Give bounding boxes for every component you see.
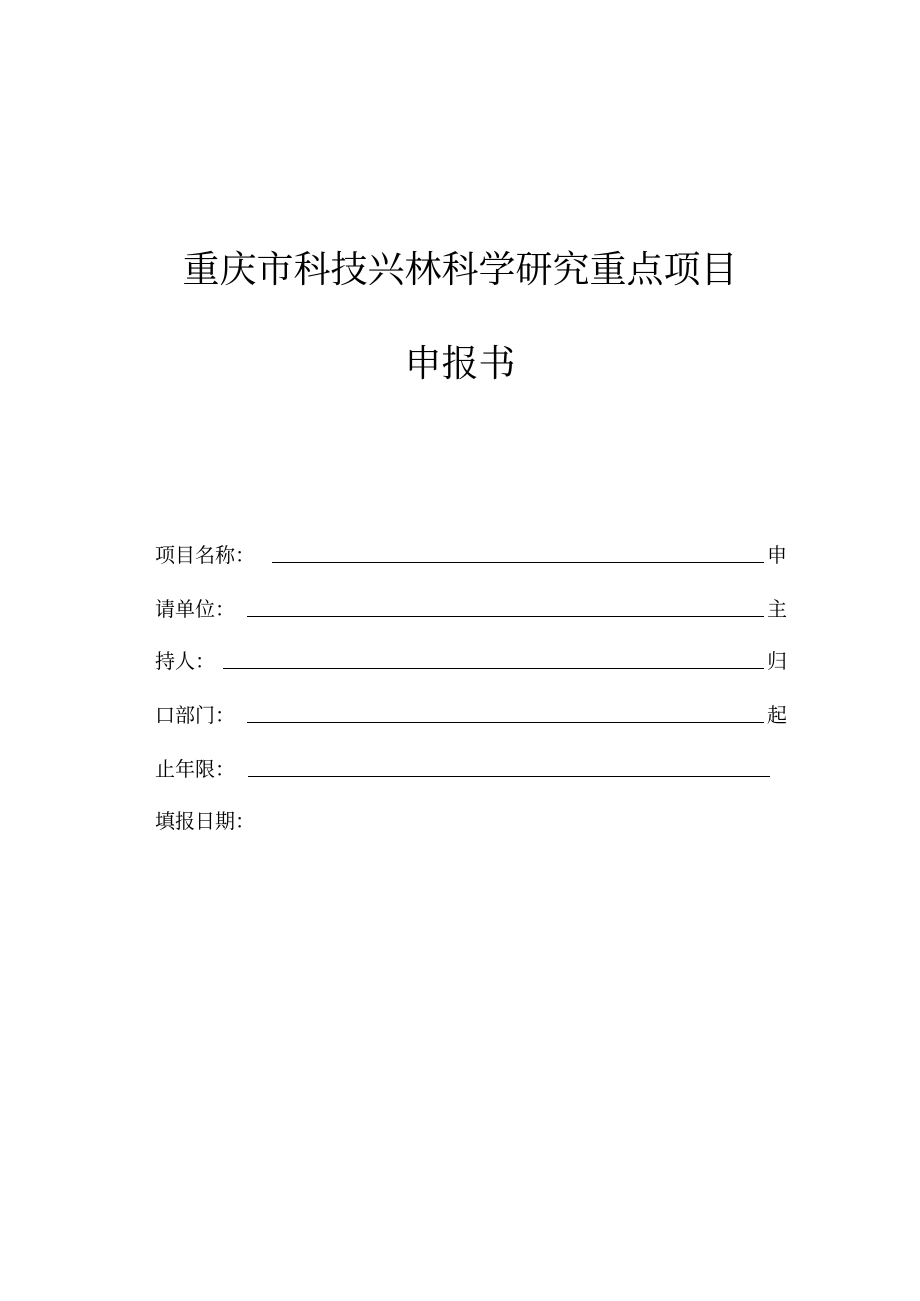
field-label: 止年限： [155,757,235,781]
fill-in-line [248,776,770,777]
fill-in-line [247,616,764,617]
field-fill-date [155,806,795,836]
document-title: 重庆市科技兴林科学研究重点项目 [182,248,738,291]
field-applicant-unit [155,594,795,624]
fill-in-line [272,562,764,563]
field-host-person [155,646,795,676]
field-label: 持人： [155,649,215,673]
document-subtitle: 申报书 [404,342,516,385]
field-label: 请单位： [155,597,235,621]
field-project-name [155,540,795,570]
field-tail-text: 起 [767,703,787,727]
field-tail-text: 主 [767,597,787,621]
fill-in-line [223,668,764,669]
field-department [155,700,795,730]
field-tail-text: 申 [767,543,787,567]
field-tail-text: 归 [767,649,787,673]
field-label: 项目名称： [155,543,255,567]
field-period [155,754,795,784]
field-label: 口部门： [155,703,235,727]
fill-in-line [247,722,764,723]
field-label: 填报日期： [155,809,255,833]
